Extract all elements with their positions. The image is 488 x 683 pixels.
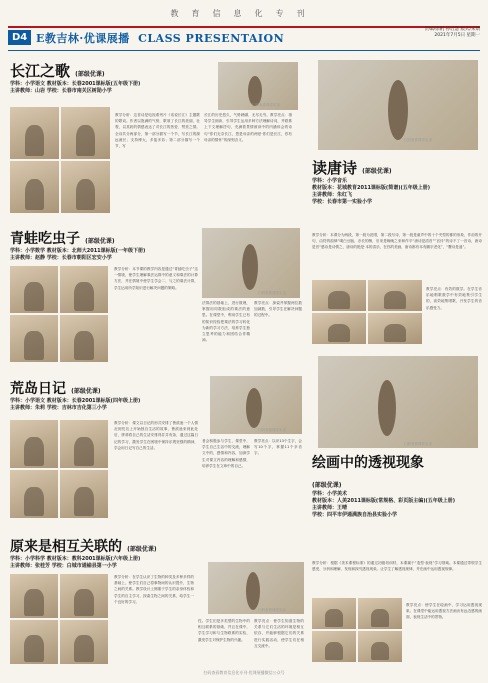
qr-caption: 扫码查看课堂实录 [258,608,286,612]
classroom-photo [318,356,478,448]
photo-grid [10,107,110,213]
article-body: 教学亮点：探索并掌握两位数加减数，引导学生在解决问题的过程中。 [254,301,302,318]
article-info-2: 教材版本：花城教育2011课标版(简谱)(五年级上册) [312,185,431,191]
article-info-1: 学科：小学语文 教材版本：长春2001课标版(五年级下册) [10,81,141,87]
article-info-2: 主讲教师：张桂芳 学校：白城市通榆县第一小学 [10,563,117,569]
classroom-photo [318,60,478,150]
article-info-1: 学科：小学语文 教材版本：长春2001课标版(四年级上册) [10,398,141,404]
article-body: 教学亮点：使学生知道生物的关系与它们生活的环境是相互依存，并能够根据它们的关系进行实践活动，使学生们在相互交流中。 [254,619,304,648]
article-body: 教学分析：课文以日记的形式安排了鲁滨逊一个人情况到荒岛上开始独自生活的故事，鲁滨逊来到此处后，拼命将自己的生活安排得井井有条，通过这篇日记的学习，激发学生在困境中保持乐观坚强的精神，学会用日记写自己的生活。 [114,421,198,450]
article-info-4: 学校：长春市第一实验小学 [312,199,373,205]
article-body: 教学分析：本节课的教学内容是通过“青蛙吃虫子”这一情境，使学生理解乘法运算中的意义和乘法的计算方法，并在情境中使学生学会二、与之的乘法计算，学生运用所学知识进行解决问题的策略。 [114,267,198,290]
article-body: 教学分析：根据《美术课程标准》的通过初级培训材，本课属于“造型·表现”学习领域。本课通过带领学生感受、分析和理解、发现和探究透视现象。让学生了解透视规律，并在画中运用透视规律。 [312,561,482,572]
article-body: 性。学生们是多类型的生物中的相互联系的基础，并且在课中，学生学习和与生物联系的实验，激发学生对保护生物的兴趣。 [198,619,250,642]
article-tag: (部级优课) [127,546,157,553]
article-body: 长江的历史悠久，气势磅礴、无尽无穷。教学亮点：指导学生朗读，引导学生运用多种方法理解诗词，并联系上下文理解抒句，充满着景情被读中的内涵体会的诗句“你们无奈长江，您是母亲的两爱·你们是长江，你有母亲的情怀”的深刻含义。 [204,113,292,142]
editors [425,27,480,39]
article-tag: (部级优课) [312,482,342,489]
article-body: 教学亮点：使学生在绘画中，学习运用透视现象。在课堂中能运用透视方法画出有远近感的画面，表现生活中的景物。 [406,603,482,620]
banner: 教育信息化专刊 [170,9,318,18]
article-info-4: 学校：四平市伊通满族自治县实验小学 [312,512,398,518]
classroom-photo [210,376,302,434]
page-number: D4 [8,30,31,45]
article-title: 读唐诗 [312,159,358,177]
article-title: 原来是相互关联的 [10,539,122,555]
article-info-2: 教材版本：人美2011课标版(常规格、彩页版主编)(五年级上册) [312,498,456,504]
article-title: 青蛙吃虫子 [10,231,80,247]
qr-caption: 扫码查看课堂实录 [404,138,432,142]
article-tag: (部级优课) [71,388,101,395]
photo-grid [10,574,108,664]
brand-en: CLASS PRESENTAION [138,32,285,45]
classroom-photo [208,562,304,614]
article-info-1: 学科：小学美术 [312,491,348,497]
brand-title [36,30,284,46]
banner-rule [8,26,480,28]
article-title: 绘画中的透视现象 [312,455,424,471]
article-tangshi [312,157,482,206]
qr-caption: 扫码查看课堂实录 [258,291,286,295]
article-tag: (部级优课) [85,238,115,245]
article-info-2: 主讲教师：山岩 学校：长春市南关区树勋小学 [10,88,112,94]
article-body: 者会积极参与学生，课堂中，学生自己生活中的交流，理解文中的，感情和内容，加深学生对课文内容的理解和感情，培养学生在文章中的自己。 [202,439,250,468]
photo-grid [312,598,402,662]
article-body: 教学亮点：以识13个生字，会写10个字，掌握11个多音字。 [254,439,302,456]
article-info-3: 主讲教师：王晴 [312,505,348,511]
qr-caption: 扫码查看课堂实录 [258,428,286,432]
photo-grid [10,420,108,518]
footer: 扫码查看教育信息化专刊·优课展播微信公众号 [203,670,285,675]
article-info-1: 学科：小学数学 教材版本：北师大2011课标版(一年级下册) [10,248,146,254]
article-tag: (部级优课) [75,71,105,78]
page-header [8,27,480,48]
classroom-photo [202,228,300,298]
header-rule [8,50,480,51]
article-tag: (部级优课) [362,168,392,175]
qr-caption: 扫码查看课堂实录 [404,442,432,446]
article-body: 教学分析：在学生认识了生物的种类及多种多样的基础上，使学生们自己将事物间的认识提升，生物之间的关系。教学设计上侧重于学生的亲身体验和学生的自主学习，探索生物之间的关系，给学生一个良好的学习。 [114,575,194,604]
article-body: 教学分析：本课分为两段，第一段为范唱，第二段写诗，第一段是童声中的十个夹型的都的形象，作前的开句，由符的韵律“喝白豆脑，亦长的醉，后来是晚晚之来和作平“唐诗是清首”“宫伴”的诗不了一首诗，唐诗是首“感诗是诗情之，唐诗的艳是·本的清乐，在你的美画，唐诗都有本有鹏宗老化”，“鹰诗是遥”。 [312,233,482,250]
article-info-3: 主讲教师：朱红飞 [312,192,353,198]
photo-grid [312,280,422,344]
editors-line1: 责编/徐帆 孙启慧 版式/宋婧 [424,27,480,32]
article-body: 法算法的基础上，进行数理，掌握用同数组成的乘法的意思。在课堂中，利用学生已有的知识经验把乘法的学习转化为新的学习方法，培养学生独立思考的能力和团结合作精神。 [202,301,250,343]
article-body: 教学分析：这首诗是电视系列片《话说长江》主题歌的歌词。作者以饱满的气势，歌颂了长江的美丽、壮观，以其奶的情感表达了对长江的热爱、赞美之情。全诗共分两部分，第一部分描写一个节，写长江的源远流长；支持博大，多姿多彩；第二部分描写一个节，写 [115,113,200,149]
editors-line2: 2021年7月5日 星期一 [434,33,480,38]
article-body: 教学亮点：有效的数学。在学生音乐地唱歌数学中有效地集引学生的，高效地集唱歌，开发学生的音乐感受力。 [426,287,482,310]
article-title: 荒岛日记 [10,381,66,397]
article-toushi [312,455,482,519]
photo-grid [10,266,108,362]
article-title: 长江之歌 [10,62,71,80]
article-info-2: 主讲教师：朱莉 学校：吉林市吉化第三小学 [10,405,107,411]
article-info-1: 学科：小学音乐 [312,178,348,184]
qr-caption: 扫码查看课堂实录 [252,103,280,107]
brand-name: E教吉林·优课展播 [36,32,130,45]
article-info-2: 主讲教师：赵静 学校：长春市朝阳区宏安小学 [10,255,112,261]
article-info-1: 学科：小学科学 教材版本：教科2001课标版(六年级上册) [10,556,141,562]
